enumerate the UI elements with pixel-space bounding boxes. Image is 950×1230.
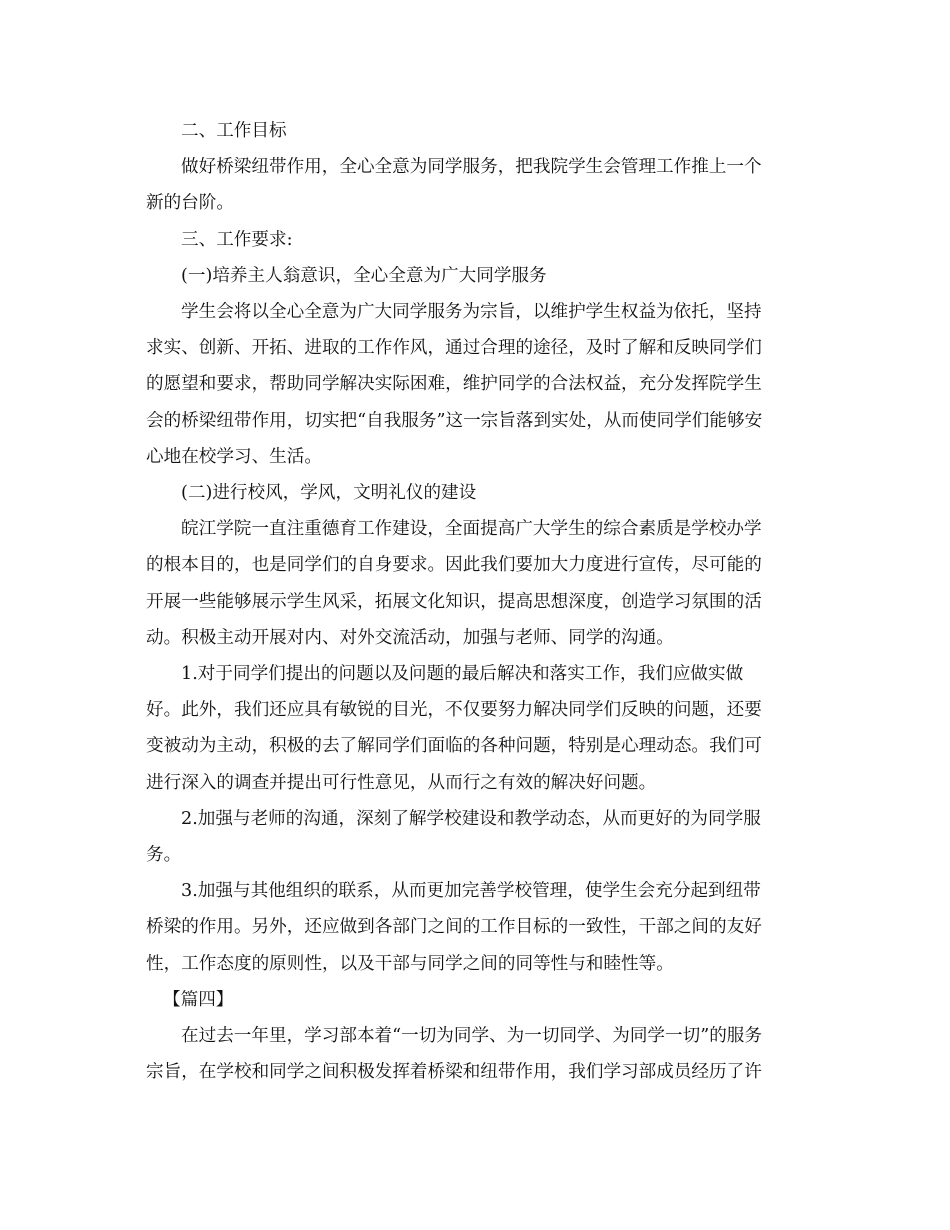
text-line: 好。此外，我们还应具有敏锐的目光，不仅要努力解决同学们反映的问题，还要 (146, 700, 762, 721)
document-body (146, 113, 806, 1090)
text-line: 会的桥梁纽带作用，切实把“自我服务”这一宗旨落到实处，从而使同学们能够安 (146, 410, 763, 431)
text-line: 求实、创新、开拓、进取的工作作风，通过合理的途径，及时了解和反映同学们 (146, 338, 762, 359)
text-line: 皖江学院一直注重德育工作建设，全面提高广大学生的综合素质是学校办学 (181, 519, 762, 540)
text-line: 变被动为主动，积极的去了解同学们面临的各种问题，特别是心理动态。我们可 (146, 736, 762, 757)
subheading-school-culture: (二)进行校风，学风，文明礼仪的建设 (181, 483, 477, 504)
paragraph-item-3 (146, 873, 806, 982)
text-line: 桥梁的作用。另外，还应做到各部门之间的工作目标的一致性，干部之间的友好 (146, 917, 762, 938)
text-line: 开展一些能够展示学生风采，拓展文化知识，提高思想深度，创造学习氛围的活 (146, 591, 762, 612)
text-line: 2.加强与老师的沟通，深刻了解学校建设和教学动态，从而更好的为同学服 (181, 808, 761, 829)
paragraph-work-goals (146, 149, 806, 221)
text-line: 动。积极主动开展对内、对外交流活动，加强与老师、同学的沟通。 (146, 627, 674, 648)
section-heading-work-requirements: 三、工作要求: (181, 229, 293, 250)
text-line: 心地在校学习、生活。 (146, 446, 322, 467)
text-line: 新的台阶。 (146, 193, 234, 214)
paragraph-moral-education (146, 511, 806, 656)
paragraph-item-2 (146, 801, 806, 873)
text-line: 做好桥梁纽带作用，全心全意为同学服务，把我院学生会管理工作推上一个 (181, 157, 762, 178)
text-line: 进行深入的调查并提出可行性意见，从而行之有效的解决好问题。 (146, 772, 657, 793)
text-line: 的根本目的，也是同学们的自身要求。因此我们要加大力度进行宣传，尽可能的 (146, 555, 762, 576)
section-heading-part-four: 【篇四】 (163, 989, 234, 1010)
paragraph-student-union-service (146, 294, 806, 475)
text-line: 3.加强与其他组织的联系，从而更加完善学校管理，使学生会充分起到纽带 (181, 881, 761, 902)
text-line: 务。 (146, 845, 182, 866)
text-line: 学生会将以全心全意为广大同学服务为宗旨，以维护学生权益为依托，坚持 (181, 302, 762, 323)
paragraph-study-department (146, 1018, 806, 1090)
text-line: 的愿望和要求，帮助同学解决实际困难，维护同学的合法权益，充分发挥院学生 (146, 374, 762, 395)
section-heading-work-goals: 二、工作目标 (181, 121, 287, 141)
text-line: 宗旨，在学校和同学之间积极发挥着桥梁和纽带作用，我们学习部成员经历了许 (146, 1062, 762, 1083)
text-line: 1.对于同学们提出的问题以及问题的最后解决和落实工作，我们应做实做 (181, 664, 744, 685)
paragraph-item-1 (146, 656, 806, 801)
text-line: 性，工作态度的原则性，以及干部与同学之间的同等性与和睦性等。 (146, 953, 674, 974)
subheading-ownership-awareness: (一)培养主人翁意识，全心全意为广大同学服务 (181, 265, 547, 286)
text-line: 在过去一年里，学习部本着“一切为同学、为一切同学、为同学一切”的服务 (181, 1026, 762, 1047)
